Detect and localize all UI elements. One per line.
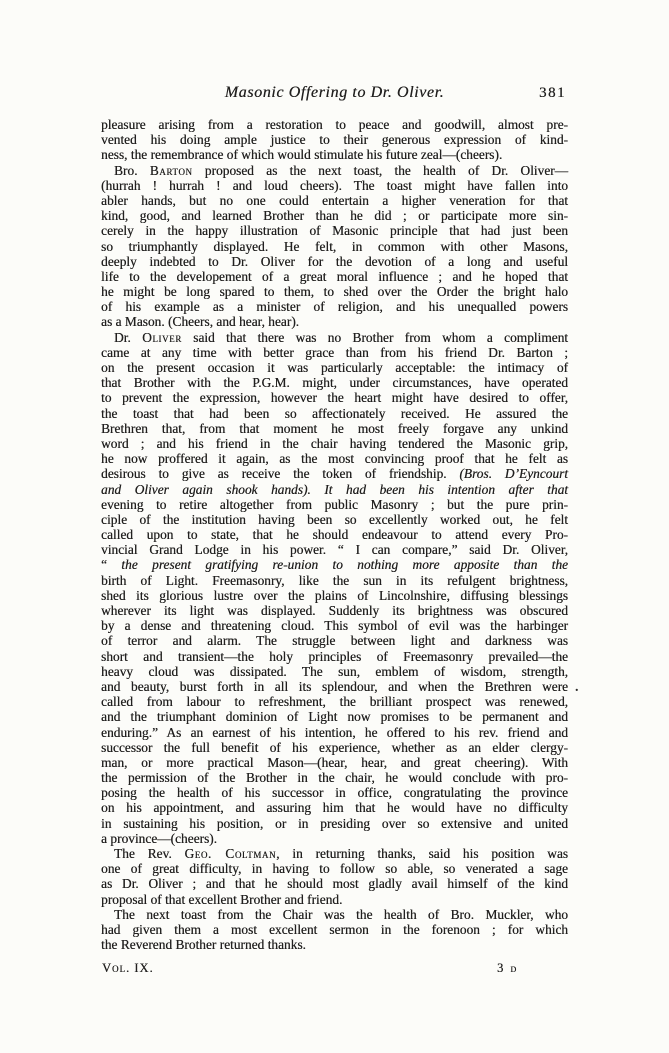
text-line [101, 512, 568, 527]
text-run: on the present occasion it was particularly acceptable: the intimacy of [101, 360, 568, 375]
text-run: shed its glorious lustre over the plains of Lincolnshire, diffusing blessings [101, 587, 568, 603]
text-run: birth of Light. Freemasonry, like the sun in its refulgent brightness, [101, 572, 568, 588]
text-line [101, 163, 568, 178]
text-run: kind, good, and learned Brother than he did ; or participate more sin- [101, 208, 568, 224]
text-run: a province—(cheers). [101, 830, 217, 846]
text-line [101, 922, 568, 937]
text-run: The Rev. [114, 846, 185, 861]
italic-run: and Oliver again shook hands). It had been his intention after that [101, 481, 568, 497]
text-line [101, 117, 568, 132]
text-run: of terror and alarm. The struggle between light and darkness was [101, 633, 568, 649]
text-run: successor the full benefit of his experience, whether as an elder clergy- [101, 739, 568, 755]
text-line [101, 557, 568, 572]
text-line [101, 208, 568, 223]
text-line [101, 740, 568, 755]
signature-letter: d [510, 961, 517, 975]
smallcaps-name: Geo. Coltman [184, 846, 277, 861]
text-run: called upon to state, that he should endeavour to attend every Pro- [101, 527, 568, 543]
text-line [101, 785, 568, 800]
text-line [101, 816, 568, 831]
text-run: evening to retire altogether from public Masonry ; but the pure prin- [101, 496, 568, 512]
text-run: deeply indebted to Dr. Oliver for the devotion of a long and useful [101, 253, 568, 269]
text-run: that Brother with the P.G.M. might, under circumstances, have operated [101, 375, 568, 391]
text-run: and beauty, burst forth in all its splendour, and when the Brethren were [101, 678, 568, 694]
text-run: (hurrah ! hurrah ! and loud cheers). The toast might have fallen into [101, 177, 568, 193]
text-line [101, 679, 568, 694]
text-line [101, 436, 568, 451]
text-run: by a dense and threatening cloud. This symbol of evil was the harbinger [101, 618, 568, 634]
page-body [101, 117, 568, 952]
text-run: of his example as a minister of religion, and his unequalled powers [101, 299, 568, 315]
text-line [101, 375, 568, 390]
text-run: as Dr. Oliver ; and that he should most gladly avail himself of the kind [101, 876, 568, 892]
text-line [101, 633, 568, 648]
text-line [101, 451, 568, 466]
text-line [101, 330, 568, 345]
text-line [101, 861, 568, 876]
text-line [101, 223, 568, 238]
text-run: enduring.” As an earnest of his intention, he offered to his rev. friend and [101, 724, 568, 740]
text-run: one of great difficulty, in having to follow so able, so venerated a sage [101, 861, 568, 877]
italic-run: (Bros. D’Eyncourt [459, 466, 568, 482]
text-line [101, 147, 568, 162]
text-line [101, 649, 568, 664]
text-run: the permission of the Brother in the chair, he would conclude with pro- [101, 770, 568, 786]
text-run: Bro. [114, 162, 150, 178]
text-line [101, 132, 568, 147]
text-run: vincial Grand Lodge in his power. “ I can compare,” said Dr. Oliver, [101, 542, 568, 558]
text-line [101, 497, 568, 512]
italic-run: the present gratifying re-union to nothing more apposite than the [121, 557, 568, 573]
text-run: cerely in the happy illustration of Masonic principle that had just been [101, 223, 568, 239]
text-line [101, 527, 568, 542]
text-run: desirous to give as receive the token of friendship. [101, 466, 460, 482]
text-line [101, 664, 568, 679]
text-line [101, 360, 568, 375]
text-run: ness, the remembrance of which would stimulate his future zeal—(cheers). [101, 147, 503, 163]
text-run: vented his doing ample justice to their generous expression of kind- [101, 132, 568, 148]
text-run: he might be long spared to them, to shed over the Order the bright halo [101, 284, 568, 300]
text-run: proposal of that excellent Brother and friend. [101, 891, 343, 907]
text-run: Dr. [114, 329, 143, 345]
text-line [101, 831, 568, 846]
text-run: ciple of the institution having been so excellently worked out, he felt [101, 511, 568, 527]
text-run: on his appointment, and assuring him that he would have no difficulty [101, 800, 568, 816]
text-line [101, 755, 568, 770]
text-run: had given them a most excellent sermon in the forenoon ; for which [101, 921, 568, 937]
text-run: wherever its light was displayed. Suddenly its brightness was obscured [101, 603, 568, 618]
text-run: he now proffered it again, as the most convincing proof that he felt as [101, 451, 568, 467]
text-run: to prevent the expression, however the heart might have desired to offer, [101, 390, 568, 406]
text-line [101, 800, 568, 815]
text-run: the toast that had been so affectionately received. He assured the [101, 405, 568, 421]
volume-label: Vol. IX. [102, 961, 154, 975]
page-number: 381 [539, 85, 566, 101]
text-run: proposed as the next toast, the health of Dr. Oliver— [192, 162, 569, 178]
text-line [101, 876, 568, 891]
text-block [101, 84, 568, 952]
text-run: pleasure arising from a restoration to peace and goodwill, almost pre- [101, 117, 568, 132]
text-line [101, 178, 568, 193]
text-run: The next toast from the Chair was the health of Bro. Muckler, who [114, 906, 568, 922]
text-run: life to the developement of a great moral influence ; and he hoped that [101, 268, 568, 284]
text-run: the Reverend Brother returned thanks. [101, 937, 306, 953]
text-line [101, 709, 568, 724]
smallcaps-name: Barton [149, 162, 193, 178]
text-run: as a Mason. (Cheers, and hear, hear). [101, 314, 300, 330]
text-line [101, 618, 568, 633]
text-line [101, 239, 568, 254]
signature-number: 3 [497, 961, 506, 975]
text-line [101, 542, 568, 557]
text-line [101, 846, 568, 861]
text-run: abler hands, but no one could entertain a higher veneration for that [101, 192, 568, 208]
text-line [101, 314, 568, 329]
text-line [101, 254, 568, 269]
text-run: man, or more practical Mason—(hear, hear, and great cheering). With [101, 754, 568, 770]
text-run: short and transient—the holy principles of Freemasonry prevailed—the [101, 648, 568, 664]
text-run: in sustaining his position, or in presiding over so extensive and united [101, 815, 568, 831]
text-run: posing the health of his successor in office, congratulating the province [101, 785, 568, 801]
text-line [101, 466, 568, 481]
text-line [101, 937, 568, 952]
text-run: word ; and his friend in the chair having tendered the Masonic grip, [101, 435, 568, 451]
text-line [101, 345, 568, 360]
text-run: called from labour to refreshment, the brilliant prospect was renewed, [101, 694, 568, 710]
text-line [101, 573, 568, 588]
text-line [101, 770, 568, 785]
text-line [101, 284, 568, 299]
text-run: came at any time with better grace than from his friend Dr. Barton ; [101, 344, 568, 360]
text-line [101, 269, 568, 284]
text-line [101, 892, 568, 907]
text-run: so triumphantly displayed. He felt, in common with other Masons, [101, 238, 568, 254]
text-run: “ [101, 557, 122, 573]
text-line [101, 193, 568, 208]
text-line [101, 299, 568, 314]
text-line [101, 406, 568, 421]
text-run: Brethren that, from that moment he most freely forgave any unkind [101, 420, 568, 436]
text-line [101, 603, 568, 618]
text-line [101, 390, 568, 405]
text-line [101, 694, 568, 709]
text-run: heavy cloud was dissipated. The sun, emblem of wisdom, strength, [101, 663, 568, 679]
smallcaps-name: Oliver [142, 329, 182, 345]
running-head [101, 84, 568, 104]
page-footer [101, 961, 568, 977]
text-line [101, 482, 568, 497]
text-run: said that there was no Brother from whom a compliment [181, 329, 568, 345]
text-line [101, 907, 568, 922]
running-title: Masonic Offering to Dr. Oliver. [224, 84, 445, 101]
text-run: and the triumphant dominion of Light now promises to be permanent and [101, 709, 568, 725]
signature-mark [497, 961, 517, 976]
text-line [101, 588, 568, 603]
text-run: , in returning thanks, said his position was [276, 846, 569, 861]
text-line [101, 725, 568, 740]
text-line [101, 421, 568, 436]
scan-artifact-dot: . [575, 680, 579, 695]
